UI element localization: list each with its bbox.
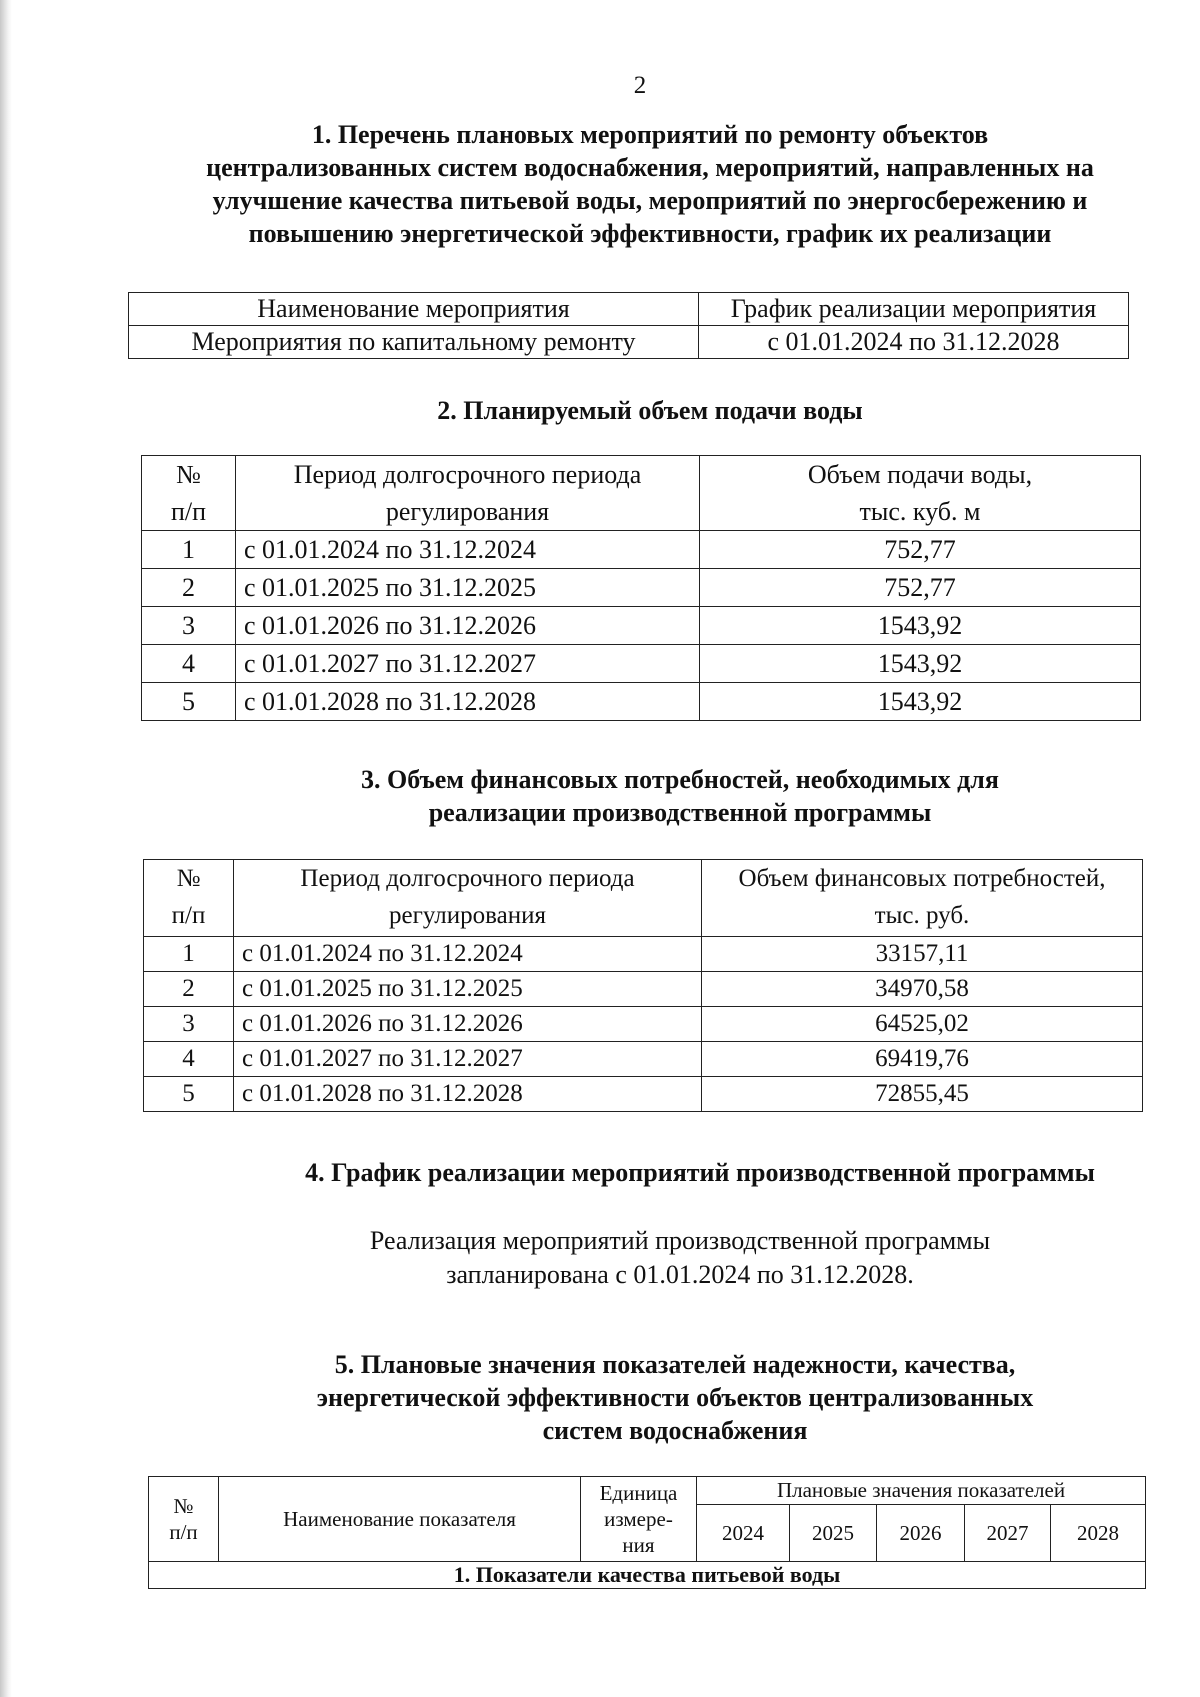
column-header-year: 2026	[877, 1505, 965, 1562]
table-row: 3 с 01.01.2026 по 31.12.2026 1543,92	[142, 607, 1141, 645]
column-header-number: № п/п	[149, 1477, 219, 1562]
table-header-row	[142, 456, 1141, 531]
table-row: 4 с 01.01.2027 по 31.12.2027 69419,76	[144, 1042, 1143, 1077]
column-header-planned-values: Плановые значения показателей	[697, 1477, 1146, 1505]
section-5-title: 5. Плановые значения показателей надежности, качества, энергетической эффективности объектов централизованных систем водоснабжения	[316, 1350, 1034, 1445]
page-number: 2	[633, 72, 647, 99]
table-row: 3 с 01.01.2026 по 31.12.2026 64525,02	[144, 1007, 1143, 1042]
section-2-title: 2. Планируемый объем подачи воды	[437, 396, 863, 425]
group-row-water-quality: 1. Показатели качества питьевой воды	[149, 1562, 1146, 1589]
indicators-table	[148, 1476, 1146, 1589]
schedule-cell: с 01.01.2024 по 31.12.2028	[699, 326, 1129, 359]
table-row: 5 с 01.01.2028 по 31.12.2028 72855,45	[144, 1077, 1143, 1112]
table-row: 1 с 01.01.2024 по 31.12.2024 33157,11	[144, 937, 1143, 972]
section-4-text: Реализация мероприятий производственной программы запланирована с 01.01.2024 по 31.12.2028.	[369, 1226, 991, 1289]
table-row: 4 с 01.01.2027 по 31.12.2027 1543,92	[142, 645, 1141, 683]
column-header-period: Период долгосрочного периода регулирования	[234, 860, 702, 937]
column-header-period: Период долгосрочного периода регулирования	[236, 456, 700, 531]
column-header-financial-needs: Объем финансовых потребностей, тыс. руб.	[702, 860, 1143, 937]
column-header-indicator-name: Наименование показателя	[219, 1477, 581, 1562]
column-header-activity-name: Наименование мероприятия	[129, 293, 699, 326]
table-row	[129, 326, 1129, 359]
column-header-year: 2025	[790, 1505, 877, 1562]
column-header-year: 2027	[965, 1505, 1051, 1562]
table-row: 5 с 01.01.2028 по 31.12.2028 1543,92	[142, 683, 1141, 721]
water-supply-table	[141, 455, 1141, 721]
table-row: 2 с 01.01.2025 по 31.12.2025 752,77	[142, 569, 1141, 607]
activity-name-cell: Мероприятия по капитальному ремонту	[129, 326, 699, 359]
table-header-row	[129, 293, 1129, 326]
table-header-row	[149, 1477, 1146, 1505]
column-header-year: 2024	[697, 1505, 790, 1562]
activities-table	[128, 292, 1129, 359]
table-header-row	[144, 860, 1143, 937]
section-4-title: 4. График реализации мероприятий производственной программы	[305, 1158, 1095, 1187]
section-3-title: 3. Объем финансовых потребностей, необходимых для реализации производственной программы	[361, 765, 999, 827]
table-row: 1 с 01.01.2024 по 31.12.2024 752,77	[142, 531, 1141, 569]
section-1-title: 1. Перечень плановых мероприятий по ремонту объектов централизованных систем водоснабжения, мероприятий, направленных на улучшение качества питьевой воды, мероприятий по энергосбережению и повышению энергетической эффективности, график их реализации	[206, 120, 1094, 248]
column-header-year: 2028	[1051, 1505, 1146, 1562]
column-header-schedule: График реализации мероприятия	[699, 293, 1129, 326]
financial-needs-table	[143, 859, 1143, 1112]
table-row: 2 с 01.01.2025 по 31.12.2025 34970,58	[144, 972, 1143, 1007]
scan-edge-shadow	[0, 0, 12, 1697]
column-header-number: № п/п	[144, 860, 234, 937]
column-header-number: № п/п	[142, 456, 236, 531]
column-header-unit: Единица измере- ния	[581, 1477, 697, 1562]
column-header-water-volume: Объем подачи воды, тыс. куб. м	[700, 456, 1141, 531]
table-group-row	[149, 1562, 1146, 1589]
